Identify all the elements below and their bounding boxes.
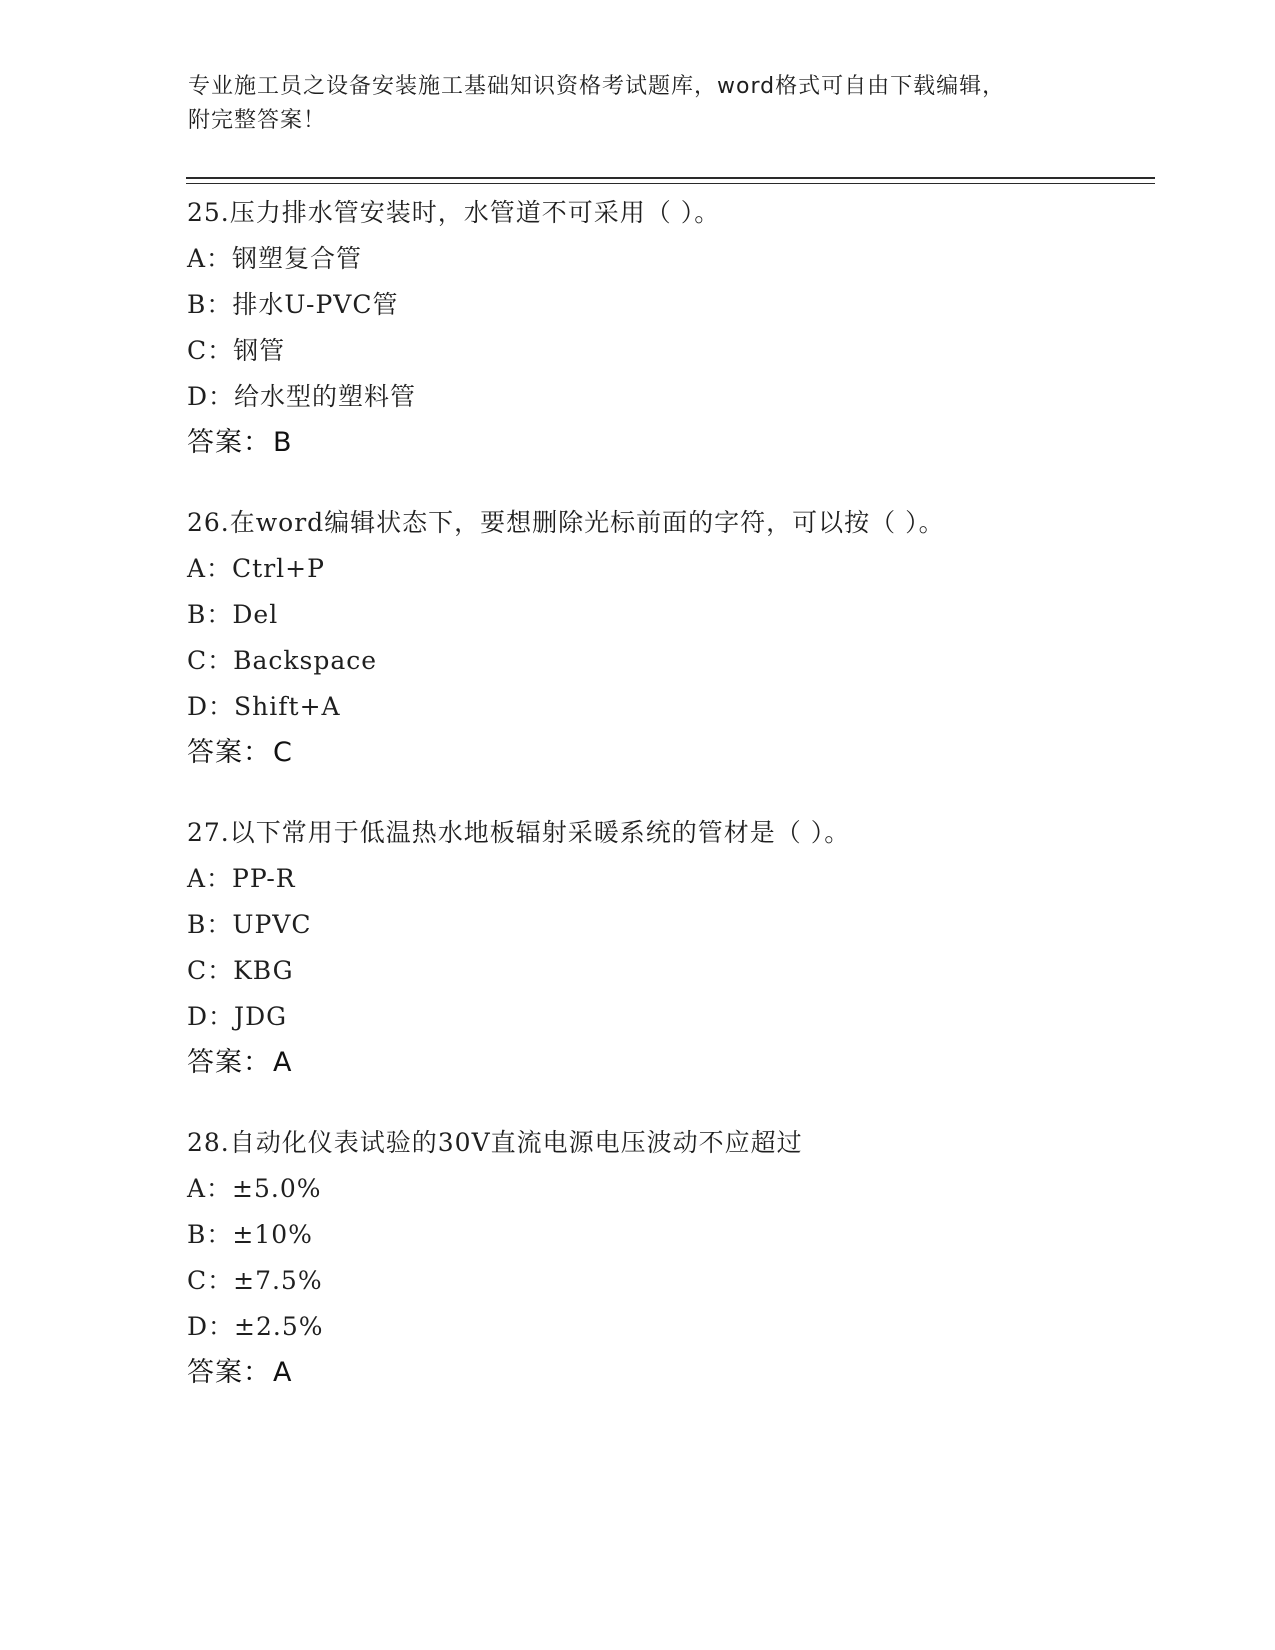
option-a: A：±5.0% xyxy=(187,1174,322,1203)
question-stem: 25.压力排水管安装时，水管道不可采用（ ）。 xyxy=(187,198,721,227)
answer-value: B xyxy=(273,427,293,458)
option-a: A：Ctrl+P xyxy=(187,554,325,583)
option-b: B：UPVC xyxy=(187,910,312,939)
option-a: A：钢塑复合管 xyxy=(187,244,363,273)
answer-label: 答案： xyxy=(187,1047,271,1078)
option-d: D：Shift+A xyxy=(187,692,341,721)
option-c: C：钢管 xyxy=(187,336,286,365)
question-26 xyxy=(187,500,1187,776)
answer-label: 答案： xyxy=(187,1357,271,1388)
answer-value: A xyxy=(273,1357,293,1388)
question-stem: 27.以下常用于低温热水地板辐射采暖系统的管材是（ ）。 xyxy=(187,818,851,847)
answer-line xyxy=(187,1040,1187,1086)
option-a: A：PP-R xyxy=(187,864,296,893)
option-c: C：KBG xyxy=(187,956,294,985)
header-title-line1: 专业施工员之设备安装施工基础知识资格考试题库，word格式可自由下载编辑， xyxy=(188,74,1006,99)
option-c: C：±7.5% xyxy=(187,1266,323,1295)
question-stem: 26.在word编辑状态下，要想删除光标前面的字符，可以按（ ）。 xyxy=(187,508,945,537)
answer-label: 答案： xyxy=(187,427,271,458)
question-28 xyxy=(187,1120,1187,1396)
option-c: C：Backspace xyxy=(187,646,378,675)
header-title-line2: 附完整答案！ xyxy=(188,108,327,133)
option-b: B：Del xyxy=(187,600,279,629)
answer-value: A xyxy=(273,1047,293,1078)
question-stem: 28.自动化仪表试验的30V直流电源电压波动不应超过 xyxy=(187,1128,803,1157)
question-27 xyxy=(187,810,1187,1086)
answer-line xyxy=(187,420,1187,466)
question-25 xyxy=(187,190,1187,466)
option-d: D：给水型的塑料管 xyxy=(187,382,417,411)
answer-line xyxy=(187,730,1187,776)
answer-line xyxy=(187,1350,1187,1396)
header-divider-thin xyxy=(186,183,1155,184)
option-d: D：±2.5% xyxy=(187,1312,324,1341)
option-b: B：±10% xyxy=(187,1220,313,1249)
question-list xyxy=(187,190,1187,1430)
option-b: B：排水U-PVC管 xyxy=(187,290,399,319)
header-divider-thick xyxy=(186,177,1155,179)
answer-value: C xyxy=(273,737,293,768)
option-d: D：JDG xyxy=(187,1002,288,1031)
answer-label: 答案： xyxy=(187,737,271,768)
document-header xyxy=(188,70,1088,138)
